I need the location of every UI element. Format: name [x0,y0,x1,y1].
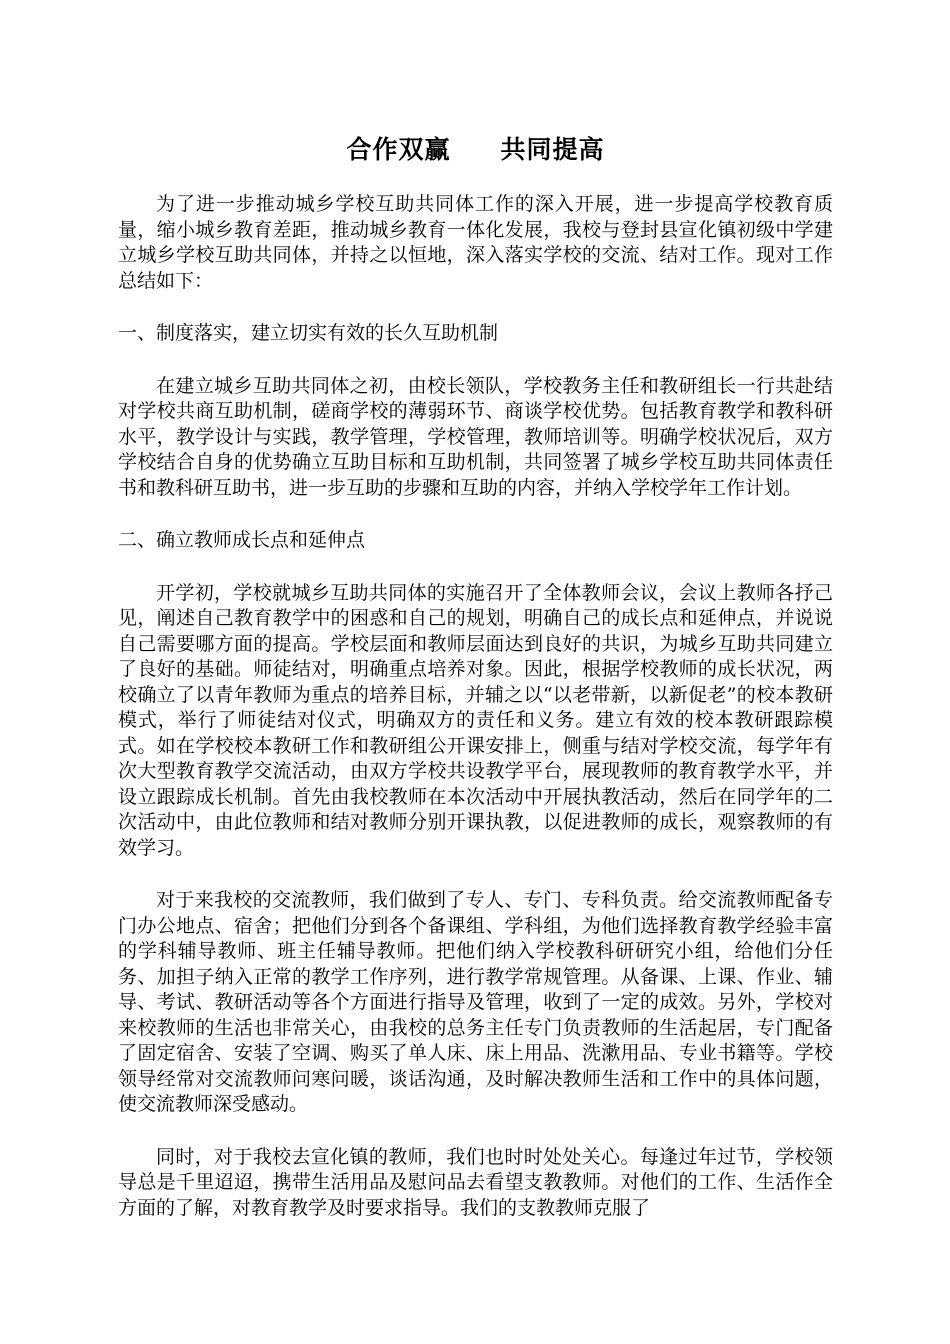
document-title [118,130,833,170]
section2-paragraph-3: 同时，对于我校去宣化镇的教师，我们也时时处处关心。每逢过年过节，学校领导总是千里迢迢，携带生活用品及慰问品去看望支教教师。对他们的工作、生活作全方面的了解，对教育教学及时要求指导。我们的支教教师克服了 [118,1145,833,1219]
title-right: 共同提高 [500,135,605,164]
section2-paragraph-1: 开学初，学校就城乡互助共同体的实施召开了全体教师会议，会议上教师各抒己见，阐述自己教育教学中的困惑和自己的规划，明确自己的成长点和延伸点，并说说自己需要哪方面的提高。学校层面和教师层面达到良好的共识，为城乡互助共同建立了良好的基础。师徒结对，明确重点培养对象。因此，根据学校教师的成长状况，两校确立了以青年教师为重点的培养目标，并辅之以“以老带新，以新促老”的校本教研模式，举行了师徒结对仪式，明确双方的责任和义务。建立有效的校本教研跟踪模式。如在学校校本教研工作和教研组公开课安排上，侧重与结对学校交流，每学年有次大型教育教学交流活动，由双方学校共设教学平台，展现教师的教育教学水平，并设立跟踪成长机制。首先由我校教师在本次活动中开展执教活动，然后在同学年的二次活动中，由此位教师和结对教师分别开课执教，以促进教师的成长，观察教师的有效学习。 [118,581,833,859]
section2-paragraph-2: 对于来我校的交流教师，我们做到了专人、专门、专科负责。给交流教师配备专门办公地点、宿舍；把他们分到各个备课组、学科组，为他们选择教育教学经验丰富的学科辅导教师、班主任辅导教师。把他们纳入学校教科研研究小组，给他们分任务、加担子纳入正常的教学工作序列，进行教学常规管理。从备课、上课、作业、辅导、考试、教研活动等各个方面进行指导及管理，收到了一定的成效。另外，学校对来校教师的生活也非常关心，由我校的总务主任专门负责教师的生活起居，专门配备了固定宿舍、安装了空调、购买了单人床、床上用品、洗漱用品、专业书籍等。学校领导经常对交流教师问寒问暖，谈话沟通，及时解决教师生活和工作中的具体问题，使交流教师深受感动。 [118,889,833,1115]
intro-paragraph: 为了进一步推动城乡学校互助共同体工作的深入开展，进一步提高学校教育质量，缩小城乡教育差距，推动城乡教育一体化发展，我校与登封县宣化镇初级中学建立城乡学校互助共同体，并持之以恒地，深入落实学校的交流、结对工作。现对工作总结如下： [118,193,833,292]
section1-paragraph: 在建立城乡互助共同体之初，由校长领队，学校教务主任和教研组长一行共赴结对学校共商互助机制，磋商学校的薄弱环节、商谈学校优势。包括教育教学和教科研水平，教学设计与实践，教学管理，学校管理，教师培训等。明确学校状况后，双方学校结合自身的优势确立互助目标和互助机制，共同签署了城乡学校互助共同体责任书和教科研互助书，进一步互助的步骤和互助的内容，并纳入学校学年工作计划。 [118,374,833,499]
document-page [118,130,833,1248]
section1-heading: 一、制度落实，建立切实有效的长久互助机制 [118,322,499,344]
section2-heading: 二、确立教师成长点和延伸点 [118,529,366,551]
title-left: 合作双赢 [346,135,451,164]
